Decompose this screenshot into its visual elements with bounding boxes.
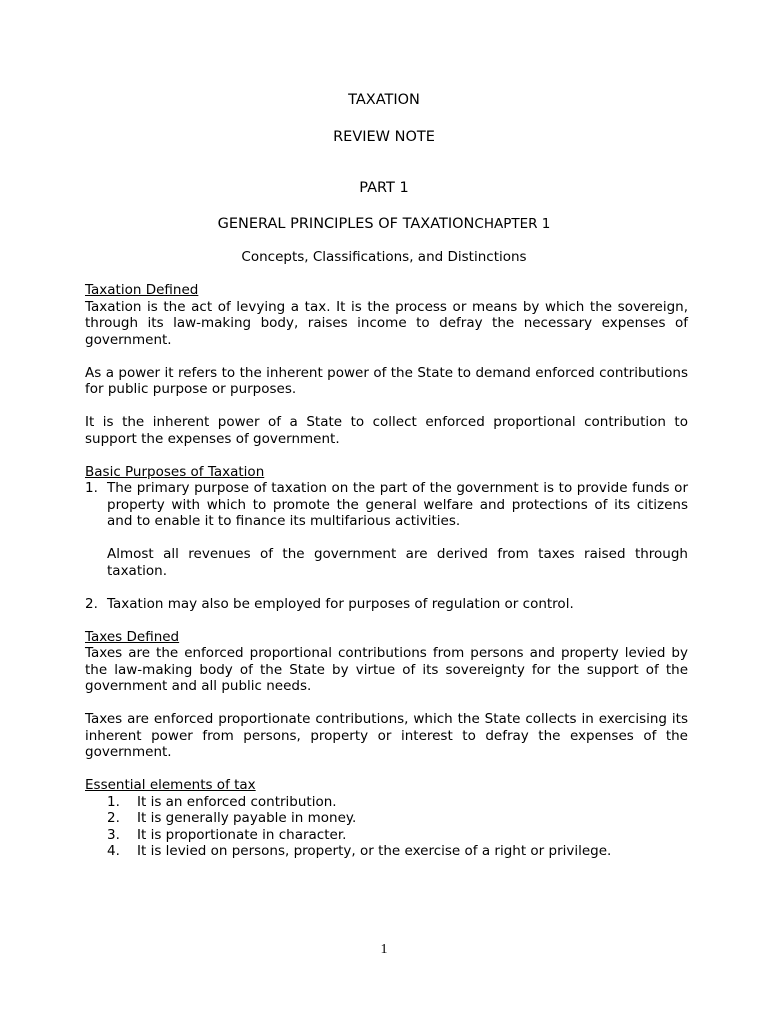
list-item — [85, 480, 688, 579]
part-title-line — [0, 216, 768, 233]
list-number: 2. — [85, 595, 98, 612]
paragraph: As a power it refers to the inherent power of the State to demand enforced contributions for public purpose or purposes. — [85, 364, 688, 397]
list-number: 4. — [107, 843, 120, 859]
part-title: GENERAL PRINCIPLES OF TAXATION — [217, 216, 475, 232]
list-number: 2. — [107, 810, 120, 826]
list-item-text: It is generally payable in money. — [137, 810, 357, 826]
section-heading-taxes-defined: Taxes Defined — [85, 628, 180, 645]
section-heading-essential-elements: Essential elements of tax — [85, 777, 256, 793]
list-number: 3. — [107, 826, 120, 843]
paragraph: It is the inherent power of a State to collect enforced proportional contribution to support the expenses of government. — [85, 414, 688, 447]
section-heading-basic-purposes: Basic Purposes of Taxation — [85, 463, 265, 480]
list-item — [85, 827, 688, 844]
list-item-text: The primary purpose of taxation on the part of the government is to provide funds or property with which to promote the general welfare and protections of its citizens and to enable it to finance its multifarious activities. — [107, 480, 688, 529]
chapter-title: Concepts, Classifications, and Distinctions — [241, 249, 527, 265]
list-item-text: Taxation may also be employed for purposes of regulation or control. — [107, 595, 574, 612]
paragraph: Taxes are the enforced proportional contributions from persons and property levied by the law-making body of the State by virtue of its sovereignty for the support of the government and all public needs. — [85, 645, 688, 694]
body-content — [85, 282, 688, 860]
list-item-text: It is proportionate in character. — [137, 826, 347, 843]
purposes-list — [85, 480, 688, 612]
list-item-text: It is an enforced contribution. — [137, 793, 337, 810]
list-item — [85, 794, 688, 811]
list-number: 1. — [107, 793, 120, 810]
list-item — [85, 810, 688, 827]
list-spacer — [85, 579, 688, 596]
paragraph: Taxation is the act of levying a tax. It is the process or means by which the sovereign, through its law-making body, raises income to defray the necessary expenses of government. — [85, 298, 688, 348]
document-title: TAXATION — [348, 92, 420, 108]
part-heading: PART 1 — [359, 180, 409, 196]
list-number: 1. — [85, 480, 98, 496]
list-item — [85, 596, 688, 613]
elements-list — [85, 794, 688, 860]
page-number: 1 — [380, 942, 388, 957]
paragraph: Taxes are enforced proportionate contributions, which the State collects in exercising its inherent power from persons, property or interest to defray the expenses of the government. — [85, 711, 688, 760]
list-item-note: Almost all revenues of the government are derived from taxes raised through taxation. — [107, 546, 688, 579]
list-item-text: It is levied on persons, property, or the exercise of a right or privilege. — [137, 843, 612, 859]
list-item — [85, 843, 688, 860]
chapter-label: CHAPTER 1 — [474, 216, 551, 232]
section-heading-taxation-defined: Taxation Defined — [85, 282, 199, 298]
document-subtitle: REVIEW NOTE — [333, 129, 435, 145]
